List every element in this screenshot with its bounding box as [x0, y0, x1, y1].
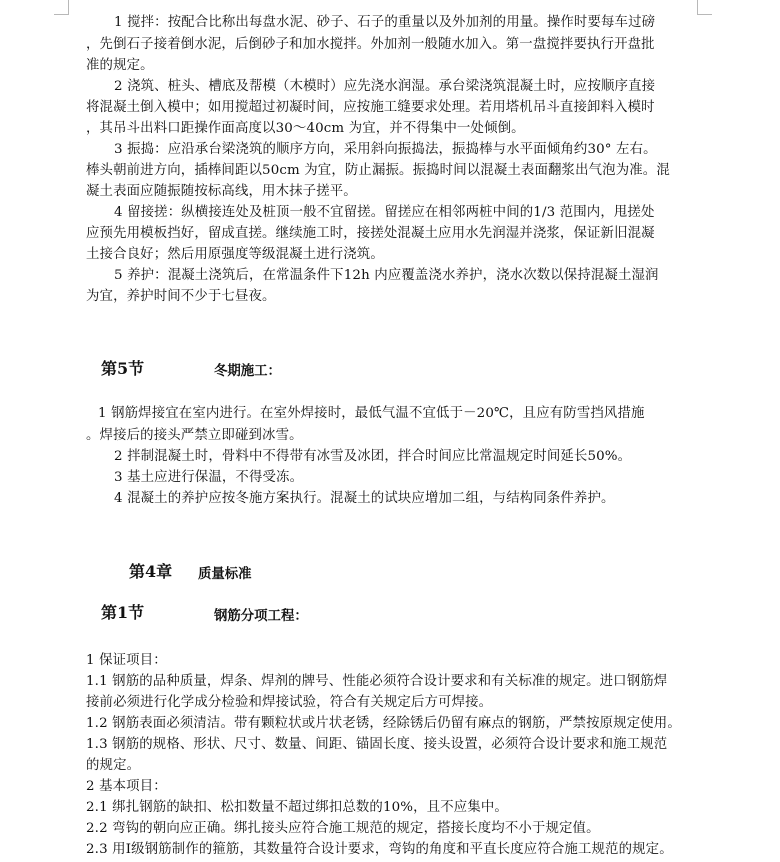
section-number: 第1节 [101, 603, 145, 622]
paragraph-line: 4 混凝土的养护应按冬施方案执行。混凝土的试块应增加二组，与结构同条件养护。 [114, 491, 615, 506]
paragraph-line: 1 保证项目： [86, 653, 167, 668]
chapter-number: 第4章 [129, 562, 173, 581]
paragraph-line: 准的规定。 [86, 58, 154, 73]
paragraph-line: 3 基土应进行保温，不得受冻。 [114, 470, 304, 485]
section-number: 第5节 [101, 359, 145, 378]
paragraph-line: 。焊接后的接头严禁立即碰到冰雪。 [86, 428, 303, 443]
paragraph-line: 1 钢筋焊接宜在室内进行。在室外焊接时，最低气温不宜低于－20℃，且应有防雪挡风措施 [98, 406, 645, 421]
section-title: 钢筋分项工程： [214, 608, 308, 624]
paragraph-line: 2.3 用Ⅰ级钢筋制作的箍筋，其数量符合设计要求，弯钩的角度和平直长度应符合施工规范的规定。 [86, 842, 673, 857]
chapter-title: 质量标准 [198, 566, 252, 582]
crop-mark-top-left [54, 0, 69, 15]
paragraph-line: 凝土表面应随振随按标高线，用木抹子搓平。 [86, 184, 357, 199]
paragraph-line: 的规定。 [86, 758, 141, 773]
paragraph-line: ，先倒石子接着倒水泥，后倒砂子和加水搅拌。外加剂一般随水加入。第一盘搅拌要执行开盘批 [86, 37, 655, 52]
paragraph-line: 1.1 钢筋的品种质量，焊条、焊剂的牌号、性能必须符合设计要求和有关标准的规定。进口钢筋焊 [86, 674, 668, 689]
paragraph-line: 3 振捣：应沿承台梁浇筑的顺序方向，采用斜向振捣法，振捣棒与水平面倾角约30° 左右。 [114, 142, 657, 157]
paragraph-line: 4 留接搓：纵横接连处及桩顶一般不宜留搓。留搓应在相邻两桩中间的1/3 范围内，甩搓处 [114, 205, 655, 220]
section-title: 冬期施工： [214, 363, 281, 379]
paragraph-line: 2.1 绑扎钢筋的缺扣、松扣数量不超过绑扣总数的10%，且不应集中。 [86, 800, 508, 815]
paragraph-line: 5 养护：混凝土浇筑后，在常温条件下12h 内应覆盖浇水养护，浇水次数以保持混凝土湿润 [114, 268, 659, 283]
paragraph-line: 2 浇筑、桩头、槽底及帮模（木模时）应先浇水润湿。承台梁浇筑混凝土时，应按顺序直接 [114, 79, 656, 94]
paragraph-line: ，其吊斗出料口距操作面高度以30～40cm 为宜，并不得集中一处倾倒。 [86, 121, 525, 136]
paragraph-line: 棒头朝前进方向，插棒间距以50cm 为宜，防止漏振。振捣时间以混凝土表面翻浆出气泡为准。混 [86, 163, 670, 178]
paragraph-line: 应预先用模板挡好，留成直搓。继续施工时，接搓处混凝土应用水先润湿并浇浆，保证新旧混凝 [86, 226, 655, 241]
paragraph-line: 1.3 钢筋的规格、形状、尺寸、数量、间距、锚固长度、接头设置，必须符合设计要求和施工规范 [86, 737, 668, 752]
paragraph-line: 土接合良好；然后用原强度等级混凝土进行浇筑。 [86, 247, 384, 262]
paragraph-line: 2 拌制混凝土时，骨料中不得带有冰雪及冰团，拌合时间应比常温规定时间延长50%。 [114, 449, 632, 464]
paragraph-line: 1.2 钢筋表面必须清洁。带有颗粒状或片状老锈，经除锈后仍留有麻点的钢筋，严禁按原规定使用。 [86, 716, 681, 731]
paragraph-line: 2 基本项目： [86, 779, 167, 794]
paragraph-line: 2.2 弯钩的朝向应正确。绑扎接头应符合施工规范的规定，搭接长度均不小于规定值。 [86, 821, 600, 836]
paragraph-line: 接前必须进行化学成分检验和焊接试验，符合有关规定后方可焊接。 [86, 695, 493, 710]
paragraph-line: 将混凝土倒入模中；如用搅超过初凝时间，应按施工缝要求处理。若用塔机吊斗直接卸料入模时 [86, 100, 655, 115]
paragraph-line: 为宜，养护时间不少于七昼夜。 [86, 289, 276, 304]
paragraph-line: 1 搅拌：按配合比称出每盘水泥、砂子、石子的重量以及外加剂的用量。操作时要每车过磅 [114, 15, 656, 30]
